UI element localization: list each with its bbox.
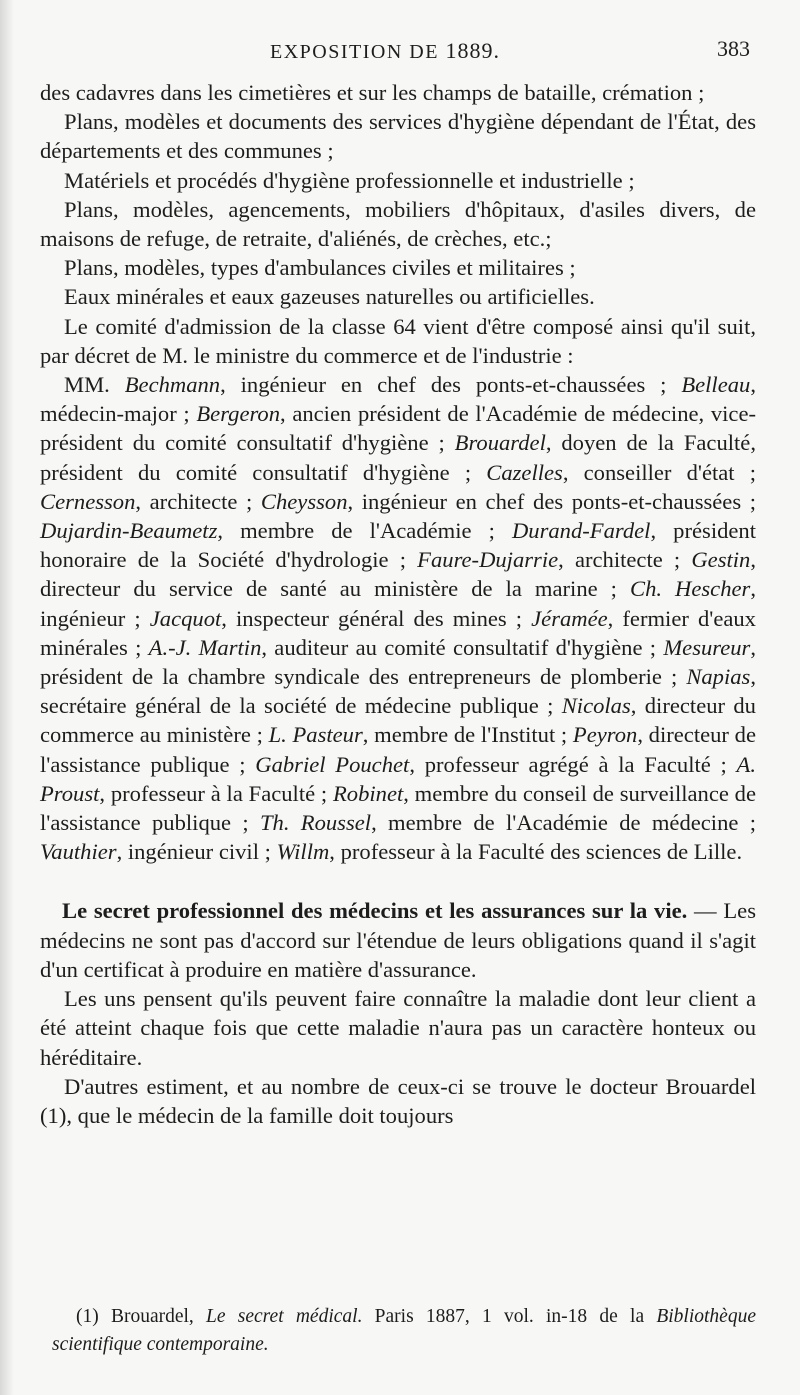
member-role: , président honoraire de la Société d'hydrologie ; xyxy=(40,518,756,573)
member-name: A. Proust xyxy=(40,751,756,806)
member-role: , président de la chambre syndicale des entrepreneurs de plomberie ; xyxy=(40,634,757,690)
member-role: , ingénieur civil ; xyxy=(116,839,277,865)
member-role: , fermier d'eaux minérales ; xyxy=(40,605,756,660)
list-item-ambulances: Plans, modèles, types d'ambulances civiles et militaires ; xyxy=(64,255,576,281)
member-name: Peyron xyxy=(572,722,638,748)
footnote xyxy=(52,1303,756,1359)
list-item-plans-services: Plans, modèles et documents des services d'hygiène dépendant de l'État, des départements et des communes ; xyxy=(40,109,756,164)
member-role: , membre de l'Académie de médecine ; xyxy=(371,810,756,836)
member-name: Cazelles xyxy=(486,459,563,485)
running-title-year: 1889. xyxy=(445,38,500,63)
member-role: , conseiller d'état ; xyxy=(562,459,756,485)
committee-intro-paragraph: Le comité d'admission de la classe 64 vient d'être composé ainsi qu'il suit, par décret de M. le ministre du commerce et de l'industrie : xyxy=(40,313,756,368)
running-title-text: EXPOSITION DE xyxy=(270,41,439,63)
member-role: , membre de l'Institut ; xyxy=(362,722,573,748)
footnote-marker: (1) Brouardel, xyxy=(76,1306,207,1327)
member-role: , doyen de la Faculté, président du comité consultatif d'hygiène ; xyxy=(40,430,756,485)
footnote-details: Paris 1887, 1 vol. in-18 de la xyxy=(362,1306,657,1327)
page-body xyxy=(40,78,756,1130)
member-name: Vauthier xyxy=(40,839,117,865)
members-intro: MM. xyxy=(64,372,125,398)
member-role: , auditeur au comité consultatif d'hygiène ; xyxy=(261,634,664,660)
member-name: A.-J. Martin xyxy=(148,634,262,660)
member-name: Dujardin-Beaumetz xyxy=(40,518,218,544)
member-name: Belleau xyxy=(681,372,751,398)
member-role: , professeur à la Faculté ; xyxy=(99,780,333,806)
member-role: , médecin-major ; xyxy=(40,372,756,427)
committee-members-paragraph xyxy=(40,370,756,866)
member-role: , secrétaire général de la société de médecine publique ; xyxy=(40,664,756,719)
member-role: , professeur à la Faculté des sciences de Lille. xyxy=(329,839,743,865)
member-name: Napias xyxy=(686,664,751,690)
page-number: 383 xyxy=(717,36,750,61)
member-name: Gestin xyxy=(691,547,751,573)
member-role: , directeur du commerce au ministère ; xyxy=(40,693,756,748)
member-role: , ingénieur en chef des ponts-et-chaussées ; xyxy=(220,372,682,398)
member-role: , ancien président de l'Académie de médecine, vice-président du comité consultatif d'hygiène ; xyxy=(40,401,756,456)
member-name: Ch. Hescher xyxy=(630,576,751,602)
member-role: , ingénieur ; xyxy=(40,576,756,631)
member-name: Cheysson xyxy=(260,488,348,514)
page-header xyxy=(44,36,754,68)
member-role: , membre du conseil de surveillance de l'assistance publique ; xyxy=(40,780,756,836)
member-name: Faure-Dujarrie xyxy=(417,547,559,573)
member-name: Durand-Fardel xyxy=(511,518,651,544)
member-role: , ingénieur en chef des ponts-et-chaussées ; xyxy=(347,488,756,514)
member-role: , directeur du service de santé au ministère de la marine ; xyxy=(40,547,756,602)
footnote-title: Le secret médical. xyxy=(206,1306,363,1327)
member-name: Jéramée xyxy=(531,605,608,631)
member-role: , professeur agrégé à la Faculté ; xyxy=(409,751,737,777)
article-lead: — Les médecins ne sont pas d'accord sur l'étendue de leurs obligations quand il s'agit d'un certificat à produire en matière d'assurance. xyxy=(40,898,756,982)
member-name: Brouardel xyxy=(454,430,546,456)
page-edge-shadow xyxy=(0,0,14,1395)
member-name: Bechmann xyxy=(124,372,221,398)
member-role: , directeur de l'assistance publique ; xyxy=(40,722,756,777)
article-paragraph-3: D'autres estiment, et au nombre de ceux-ci se trouve le docteur Brouardel (1), que le médecin de la famille doit toujours xyxy=(40,1073,756,1128)
article-paragraph-2: Les uns pensent qu'ils peuvent faire connaître la maladie dont leur client a été atteint chaque fois que cette maladie n'aura pas un caractère honteux ou héréditaire. xyxy=(40,986,756,1070)
paragraph-continuation: des cadavres dans les cimetières et sur les champs de bataille, crémation ; xyxy=(40,80,705,105)
member-role: , inspecteur général des mines ; xyxy=(221,605,532,631)
footnote-series: Bibliothèque scientifique contemporaine. xyxy=(52,1306,756,1355)
article-headline: Le secret professionnel des médecins et les assurances sur la vie. xyxy=(62,898,688,924)
member-name: Nicolas xyxy=(561,693,631,719)
member-name: Th. Roussel xyxy=(259,810,372,836)
member-role: , membre de l'Académie ; xyxy=(217,518,512,544)
member-name: L. Pasteur xyxy=(268,722,363,748)
list-item-hopitaux: Plans, modèles, agencements, mobiliers d'hôpitaux, d'asiles divers, de maisons de refuge, de retraite, d'aliénés, de crèches, etc.; xyxy=(40,196,756,252)
member-name: Robinet xyxy=(332,780,404,806)
member-name: Mesureur xyxy=(663,634,751,660)
member-role: , architecte ; xyxy=(135,488,261,514)
list-item-eaux-minerales: Eaux minérales et eaux gazeuses naturelles ou artificielles. xyxy=(64,284,595,310)
article-paragraph xyxy=(40,896,756,984)
list-item-materiels: Matériels et procédés d'hygiène professionnelle et industrielle ; xyxy=(64,167,635,193)
member-name: Bergeron xyxy=(196,401,281,427)
member-name: Willm xyxy=(276,839,330,865)
member-name: Cernesson xyxy=(40,488,136,514)
member-role: , architecte ; xyxy=(558,547,692,573)
running-title xyxy=(270,38,500,64)
member-name: Jacquot xyxy=(149,605,222,631)
member-name: Gabriel Pouchet xyxy=(255,751,410,777)
